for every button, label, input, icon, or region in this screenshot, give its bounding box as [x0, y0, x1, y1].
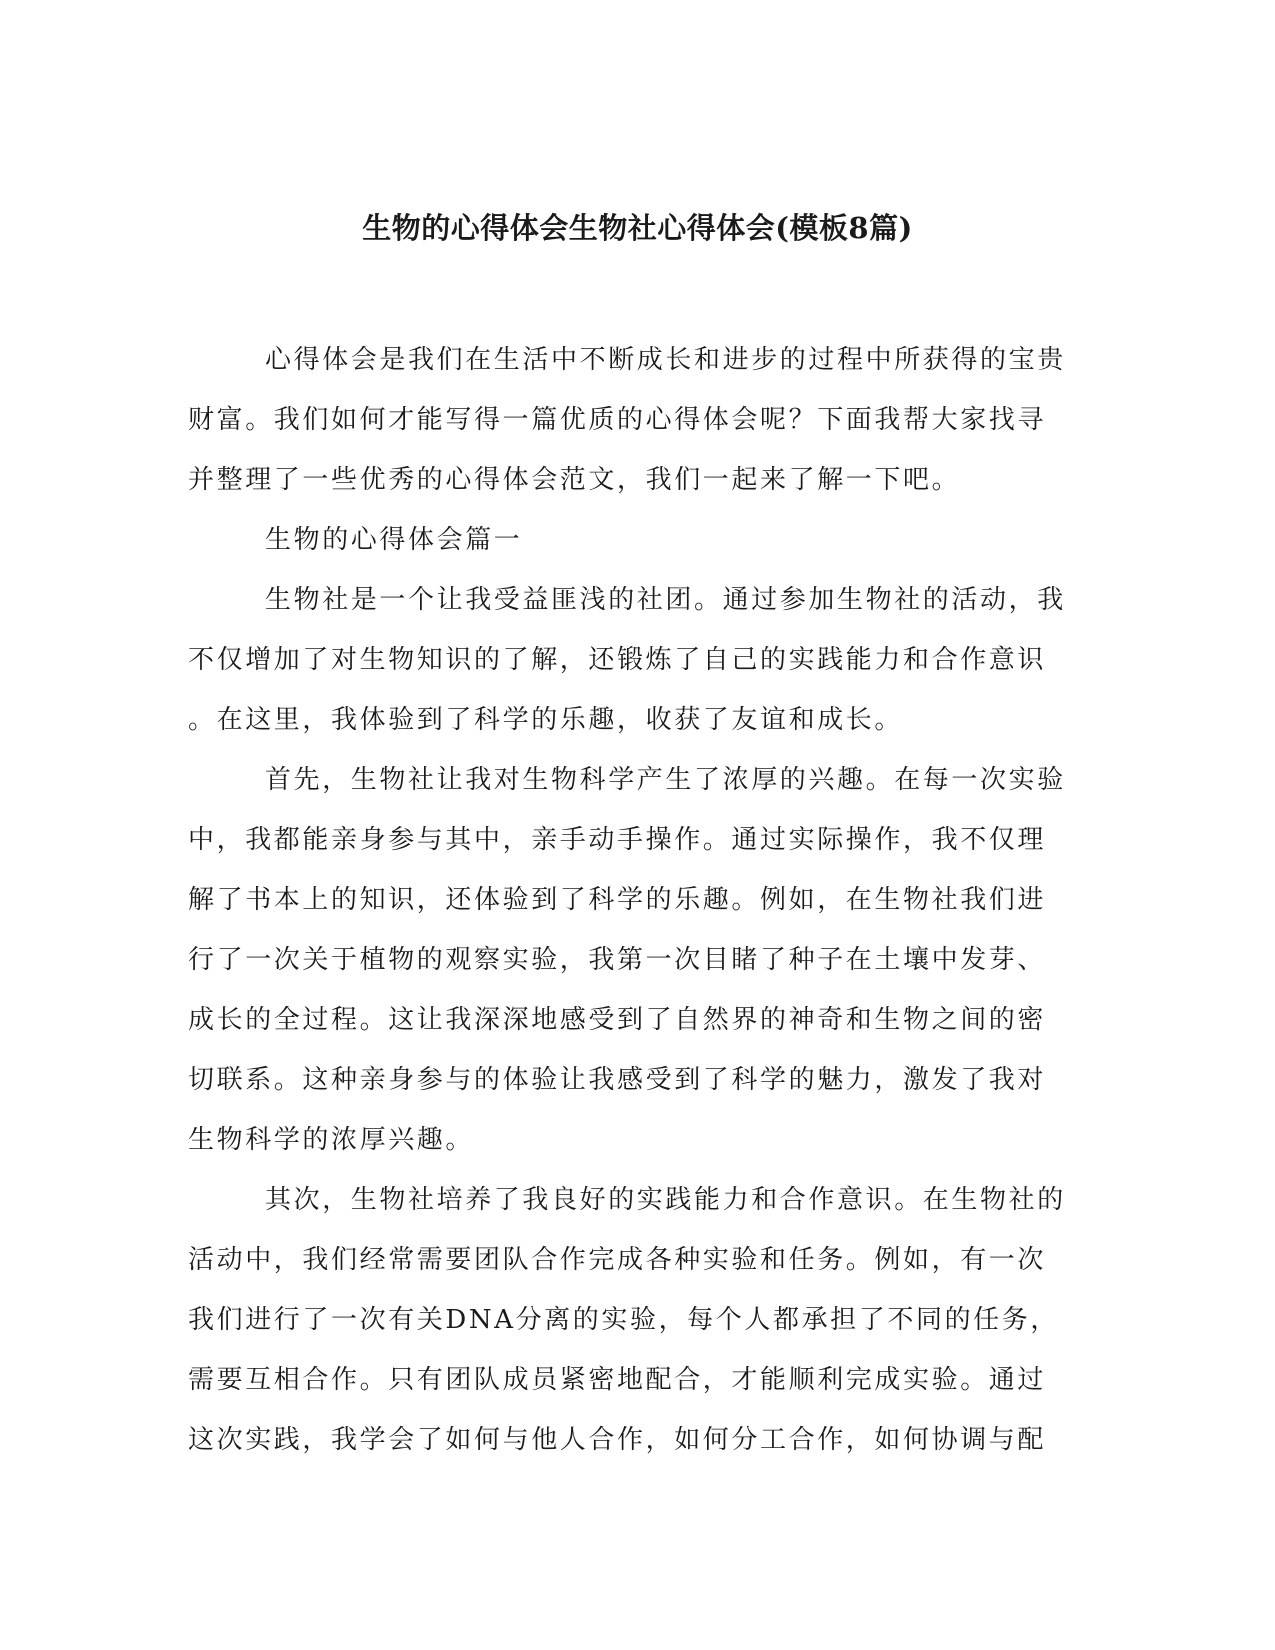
paragraph-intro-line: 并整理了一些优秀的心得体会范文，我们一起来了解一下吧。: [188, 465, 961, 495]
paragraph-line: 我们进行了一次有关DNA分离的实验，每个人都承担了不同的任务，: [188, 1305, 1059, 1335]
paragraph-line: 中，我都能亲身参与其中，亲手动手操作。通过实际操作，我不仅理: [188, 825, 1047, 855]
paragraph-line: 成长的全过程。这让我深深地感受到了自然界的神奇和生物之间的密: [188, 1005, 1047, 1035]
paragraph-line: 首先，生物社让我对生物科学产生了浓厚的兴趣。在每一次实验: [265, 765, 1066, 795]
paragraph-intro-line: 心得体会是我们在生活中不断成长和进步的过程中所获得的宝贵: [265, 345, 1066, 375]
paragraph-line: 活动中，我们经常需要团队合作完成各种实验和任务。例如，有一次: [188, 1245, 1047, 1275]
paragraph-line: 需要互相合作。只有团队成员紧密地配合，才能顺利完成实验。通过: [188, 1365, 1047, 1395]
paragraph-line: 解了书本上的知识，还体验到了科学的乐趣。例如，在生物社我们进: [188, 885, 1047, 915]
paragraph-line: 其次，生物社培养了我良好的实践能力和合作意识。在生物社的: [265, 1185, 1066, 1215]
paragraph-line: 生物社是一个让我受益匪浅的社团。通过参加生物社的活动，我: [265, 585, 1066, 615]
paragraph-line: 切联系。这种亲身参与的体验让我感受到了科学的魅力，激发了我对: [188, 1065, 1047, 1095]
paragraph-line: 生物科学的浓厚兴趣。: [188, 1125, 475, 1155]
paragraph-line: 行了一次关于植物的观察实验，我第一次目睹了种子在土壤中发芽、: [188, 945, 1047, 975]
paragraph-intro-line: 财富。我们如何才能写得一篇优质的心得体会呢？下面我帮大家找寻: [188, 405, 1047, 435]
document-body: [188, 330, 1078, 1470]
paragraph-line: 。在这里，我体验到了科学的乐趣，收获了友谊和成长。: [188, 705, 904, 735]
document-title: 生物的心得体会生物社心得体会(模板8篇): [362, 211, 913, 245]
paragraph-line: 不仅增加了对生物知识的了解，还锻炼了自己的实践能力和合作意识: [188, 645, 1047, 675]
section-heading: 生物的心得体会篇一: [265, 525, 523, 555]
paragraph-line: 这次实践，我学会了如何与他人合作，如何分工合作，如何协调与配: [188, 1425, 1047, 1455]
